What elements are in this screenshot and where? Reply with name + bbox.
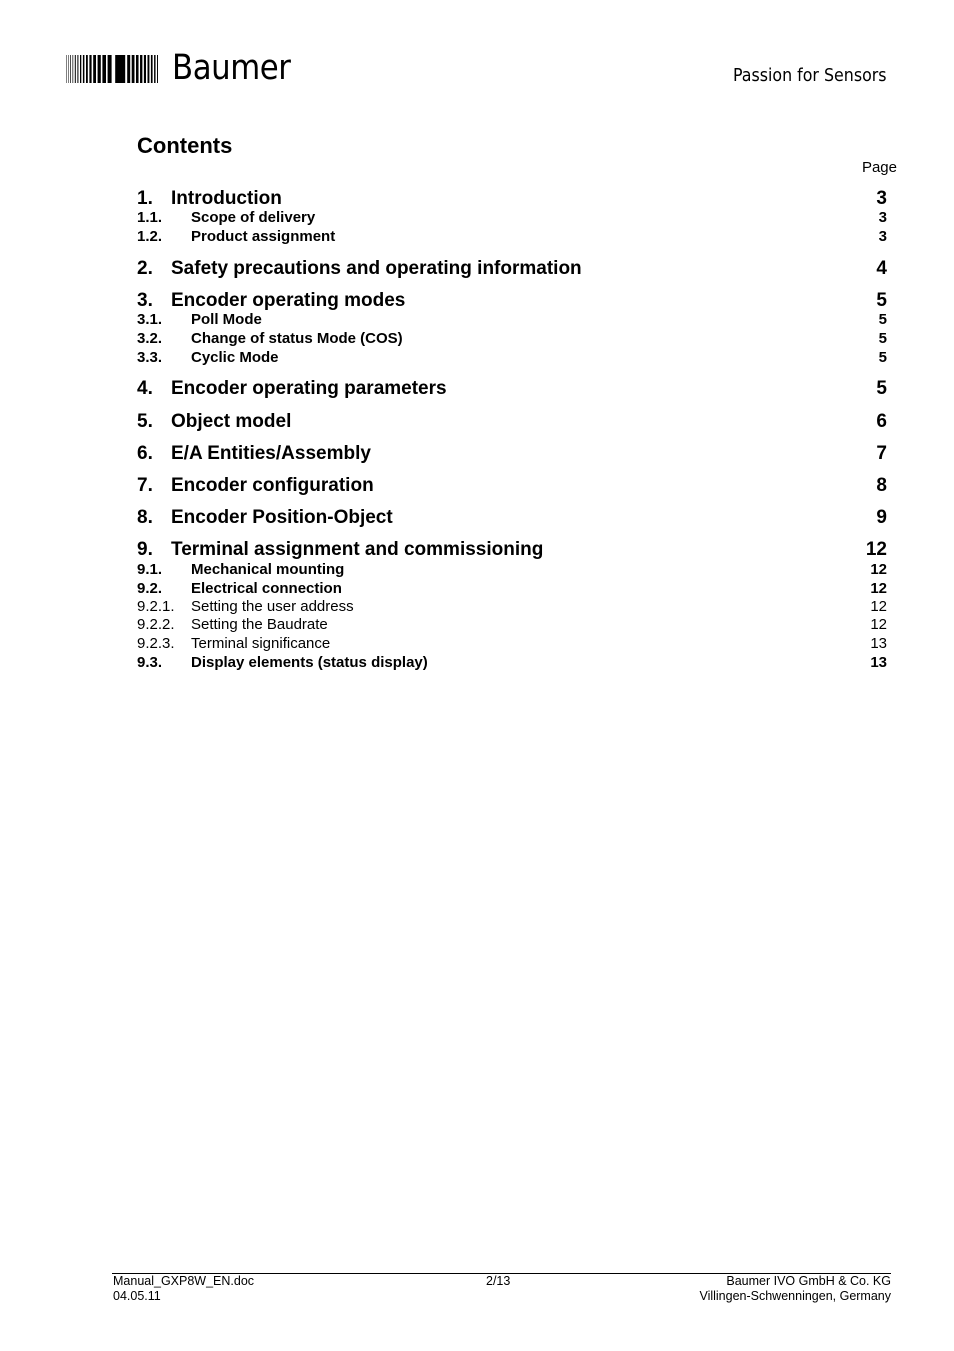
toc-entry-number: 3. bbox=[137, 290, 153, 311]
toc-entry-page: 6 bbox=[876, 411, 887, 432]
toc-entry-page: 12 bbox=[870, 598, 887, 615]
toc-entry-number: 3.3. bbox=[137, 349, 163, 366]
tagline: Passion for Sensors bbox=[733, 65, 887, 86]
toc-entry-number: 3.1. bbox=[137, 311, 163, 328]
toc-entry-title: Encoder operating modes bbox=[171, 290, 406, 311]
toc-title: Contents bbox=[137, 133, 233, 158]
toc-entry-number: 2. bbox=[137, 258, 153, 279]
footer-date: 04.05.11 bbox=[113, 1289, 161, 1303]
toc-entry-title: Electrical connection bbox=[191, 580, 342, 597]
baumer-logo-icon bbox=[66, 55, 158, 83]
toc-entry-title: Mechanical mounting bbox=[191, 561, 345, 578]
toc-entry[interactable] bbox=[137, 539, 887, 559]
toc-entry-number: 1.1. bbox=[137, 209, 163, 226]
toc-entry-page: 8 bbox=[876, 475, 887, 496]
toc-entry-page: 3 bbox=[878, 209, 887, 226]
toc-entry-title: Setting the user address bbox=[191, 598, 354, 615]
toc-entry-title: Introduction bbox=[171, 188, 282, 209]
toc-entry-page: 5 bbox=[878, 330, 887, 347]
toc-entry-number: 5. bbox=[137, 411, 153, 432]
toc-entry-page: 5 bbox=[878, 349, 887, 366]
toc-entry-page: 13 bbox=[870, 654, 887, 671]
toc-entry-title: E/A Entities/Assembly bbox=[171, 443, 371, 464]
toc-entry-title: Terminal significance bbox=[191, 635, 331, 652]
toc-entry[interactable] bbox=[137, 616, 887, 636]
toc-entry-page: 12 bbox=[870, 580, 887, 597]
toc-entry-number: 4. bbox=[137, 378, 153, 399]
footer-page-number: 2/13 bbox=[486, 1274, 511, 1288]
toc-entry-title: Terminal assignment and commissioning bbox=[171, 539, 544, 560]
toc-page-column-header: Page bbox=[861, 159, 897, 176]
toc-entry-number: 9.2.2. bbox=[137, 616, 175, 633]
toc-entry-page: 4 bbox=[876, 258, 887, 279]
toc-entry-title: Product assignment bbox=[191, 228, 336, 245]
toc-entry-title: Scope of delivery bbox=[191, 209, 316, 226]
toc-entry[interactable] bbox=[137, 228, 887, 248]
toc-entry-title: Encoder configuration bbox=[171, 475, 374, 496]
toc-entry-title: Poll Mode bbox=[191, 311, 262, 328]
toc-entry[interactable] bbox=[137, 258, 887, 278]
toc-entry-title: Display elements (status display) bbox=[191, 654, 428, 671]
logo-wordmark: Baumer bbox=[172, 48, 291, 88]
toc-entry[interactable] bbox=[137, 290, 887, 310]
toc-entry[interactable] bbox=[137, 349, 887, 369]
toc-entry-number: 1.2. bbox=[137, 228, 163, 245]
toc-entry-number: 1. bbox=[137, 188, 153, 209]
toc-entry-number: 7. bbox=[137, 475, 153, 496]
toc-entry-page: 9 bbox=[876, 507, 887, 528]
toc-entry[interactable] bbox=[137, 507, 887, 527]
toc-entry-page: 12 bbox=[865, 539, 887, 560]
toc-entry-title: Object model bbox=[171, 411, 292, 432]
footer-company: Baumer IVO GmbH & Co. KG bbox=[726, 1274, 891, 1288]
toc-entry-title: Setting the Baudrate bbox=[191, 616, 328, 633]
footer-filename: Manual_GXP8W_EN.doc bbox=[113, 1274, 255, 1288]
toc-entry[interactable] bbox=[137, 654, 887, 674]
toc-entry-page: 5 bbox=[878, 311, 887, 328]
toc-entry-number: 9.2.3. bbox=[137, 635, 175, 652]
toc-entry[interactable] bbox=[137, 330, 887, 350]
toc-entry-page: 12 bbox=[870, 561, 887, 578]
toc-entry-title: Change of status Mode (COS) bbox=[191, 330, 403, 347]
toc-entry-title: Safety precautions and operating information bbox=[171, 258, 582, 279]
toc-entry-number: 9.2. bbox=[137, 580, 163, 597]
toc-entry[interactable] bbox=[137, 475, 887, 495]
toc-entry[interactable] bbox=[137, 209, 887, 229]
toc-entry-title: Cyclic Mode bbox=[191, 349, 279, 366]
toc-entry-page: 3 bbox=[876, 188, 887, 209]
toc-entry-number: 9.2.1. bbox=[137, 598, 175, 615]
toc-entry[interactable] bbox=[137, 311, 887, 331]
toc-entry-number: 9. bbox=[137, 539, 153, 560]
toc-entry-page: 5 bbox=[876, 290, 887, 311]
toc-entry[interactable] bbox=[137, 561, 887, 581]
footer-location: Villingen-Schwenningen, Germany bbox=[699, 1289, 891, 1303]
toc-entry-number: 6. bbox=[137, 443, 153, 464]
toc-entry-number: 9.1. bbox=[137, 561, 163, 578]
toc-entry-title: Encoder operating parameters bbox=[171, 378, 447, 399]
toc-entry-page: 5 bbox=[876, 378, 887, 399]
toc-entry-title: Encoder Position-Object bbox=[171, 507, 393, 528]
toc-entry[interactable] bbox=[137, 443, 887, 463]
toc-entry-page: 13 bbox=[870, 635, 887, 652]
toc-entry-page: 7 bbox=[876, 443, 887, 464]
toc-entry-number: 9.3. bbox=[137, 654, 163, 671]
toc-entry-number: 8. bbox=[137, 507, 153, 528]
toc-entry-number: 3.2. bbox=[137, 330, 163, 347]
toc-entry-page: 3 bbox=[878, 228, 887, 245]
toc-entry[interactable] bbox=[137, 411, 887, 431]
toc-entry[interactable] bbox=[137, 635, 887, 655]
toc-entry[interactable] bbox=[137, 580, 887, 600]
toc-entry[interactable] bbox=[137, 598, 887, 618]
toc-entry[interactable] bbox=[137, 188, 887, 208]
toc-entry[interactable] bbox=[137, 378, 887, 398]
toc-entry-page: 12 bbox=[870, 616, 887, 633]
